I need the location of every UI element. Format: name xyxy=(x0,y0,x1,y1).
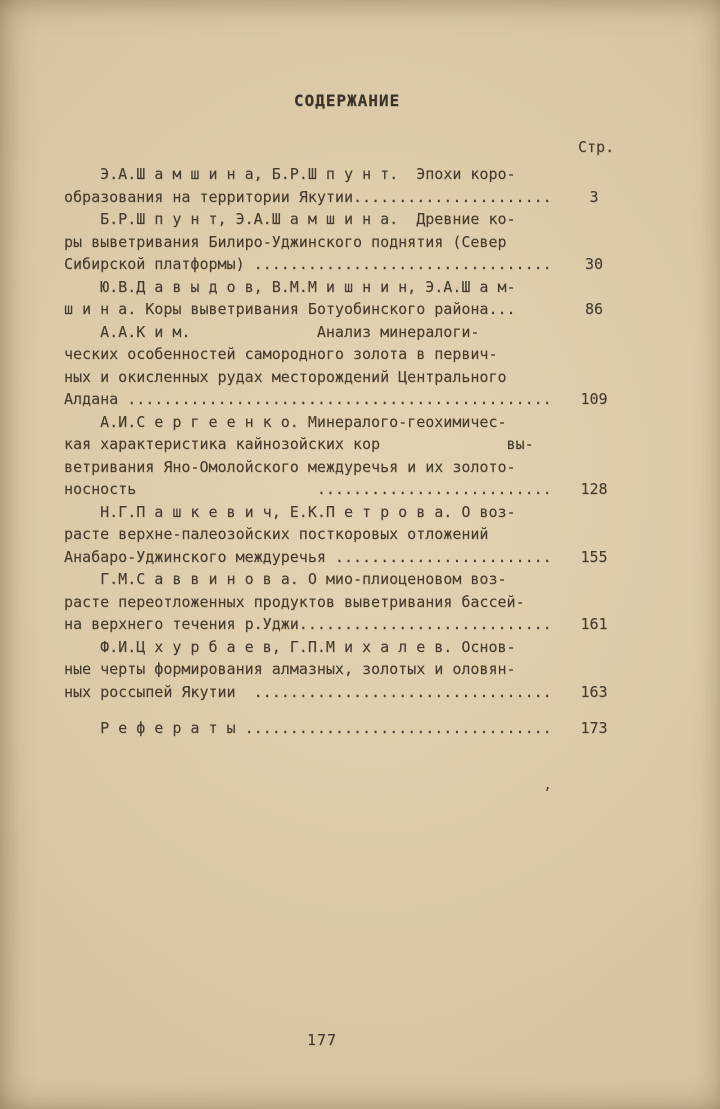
toc-page-number: 161 xyxy=(580,615,608,633)
toc-line xyxy=(64,613,616,636)
toc-line-text: Э.А.Ш а м ш и н а, Б.Р.Ш п у н т. Эпохи коро- xyxy=(64,165,516,183)
page-title: СОДЕРЖАНИЕ xyxy=(293,91,401,110)
toc-line-text: Ю.В.Д а в ы д о в, В.М.М и ш н и н, Э.А.Ш а м- xyxy=(64,277,516,296)
toc-line xyxy=(64,456,616,479)
toc-line xyxy=(64,321,616,344)
toc-line xyxy=(64,186,616,209)
toc-line-text: А.И.С е р г е е н к о. Минералого-геохимичес- xyxy=(64,412,507,431)
toc-page-number: 109 xyxy=(580,390,608,408)
toc-line xyxy=(64,231,616,254)
toc-line-text: ш и н а. Коры выветривания Ботуобинского района... xyxy=(64,300,516,318)
toc-line xyxy=(64,546,616,569)
toc-line-text: ческих особенностей самородного золота в первич- xyxy=(64,345,498,363)
toc-line xyxy=(64,591,616,614)
toc-line xyxy=(64,433,616,456)
toc-line xyxy=(64,636,616,659)
toc-line-text: расте верхне-палеозойских посткоровых отложений xyxy=(64,525,489,543)
toc-line-text: Н.Г.П а ш к е в и ч, Е.К.П е т р о в а. О воз- xyxy=(64,502,516,521)
toc-line xyxy=(64,523,616,546)
toc-line-text: Р е ф е р а т ы .................................. xyxy=(64,719,552,737)
toc-page-number: 163 xyxy=(580,682,608,701)
toc-line xyxy=(64,658,616,681)
toc-line-text: Анабаро-Уджинского междуречья ........................ xyxy=(64,547,552,566)
toc-line xyxy=(64,208,616,231)
toc-entries xyxy=(64,163,616,740)
toc-line-text: кая характеристика кайнозойских кор вы- xyxy=(64,435,534,453)
toc-line-text: Ф.И.Ц х у р б а е в, Г.П.М и х а л е в. Основ- xyxy=(64,637,516,656)
toc-line-text: носность .......................... xyxy=(64,480,552,498)
toc-line xyxy=(64,163,616,186)
toc-page-number: 173 xyxy=(580,719,608,737)
toc-line-text: Г.М.С а в в и н о в а. О мио-плиоценовом воз- xyxy=(64,570,507,588)
toc-line-text: ных и окисленных рудах месторождений Центрального xyxy=(64,367,507,386)
ink-speck: ’ xyxy=(543,786,552,802)
toc-line xyxy=(64,366,616,389)
page-column-header: Стр. xyxy=(578,138,615,156)
toc-line-text: на верхнего течения р.Уджи............................ xyxy=(64,615,552,633)
toc-page-number: 128 xyxy=(580,480,608,498)
toc-line xyxy=(64,501,616,524)
toc-line xyxy=(64,343,616,366)
toc-line xyxy=(64,298,616,321)
page-folio: 177 xyxy=(306,1031,338,1049)
toc-line xyxy=(64,478,616,501)
toc-line xyxy=(64,411,616,434)
toc-page-number: 3 xyxy=(589,187,599,206)
toc-line-text: ные черты формирования алмазных, золотых и оловян- xyxy=(64,660,516,678)
toc-line xyxy=(64,717,616,740)
toc-line xyxy=(64,388,616,411)
toc-page-number: 155 xyxy=(580,547,608,566)
toc-page-number: 30 xyxy=(584,255,604,273)
toc-line-text: А.А.К и м. Анализ минералоги- xyxy=(64,322,480,341)
toc-line-text: Сибирской платформы) ................................. xyxy=(64,255,552,273)
toc-line-text: ры выветривания Билиро-Уджинского поднятия (Север xyxy=(64,232,507,251)
toc-line xyxy=(64,276,616,299)
toc-line-text: ных россыпей Якутии ................................. xyxy=(64,682,552,701)
toc-line xyxy=(64,253,616,276)
toc-line-text: расте переотложенных продуктов выветривания бассей- xyxy=(64,592,525,611)
toc-line-text: Алдана ............................................... xyxy=(64,390,552,408)
toc-page-number: 86 xyxy=(584,300,604,318)
toc-line-text: ветривания Яно-Омолойского междуречья и их золото- xyxy=(64,457,516,476)
toc-line xyxy=(64,681,616,704)
toc-line-text: образования на территории Якутии...................... xyxy=(64,187,552,206)
toc-line xyxy=(64,568,616,591)
toc-line-text: Б.Р.Ш п у н т, Э.А.Ш а м ш и н а. Древние ко- xyxy=(64,210,516,228)
